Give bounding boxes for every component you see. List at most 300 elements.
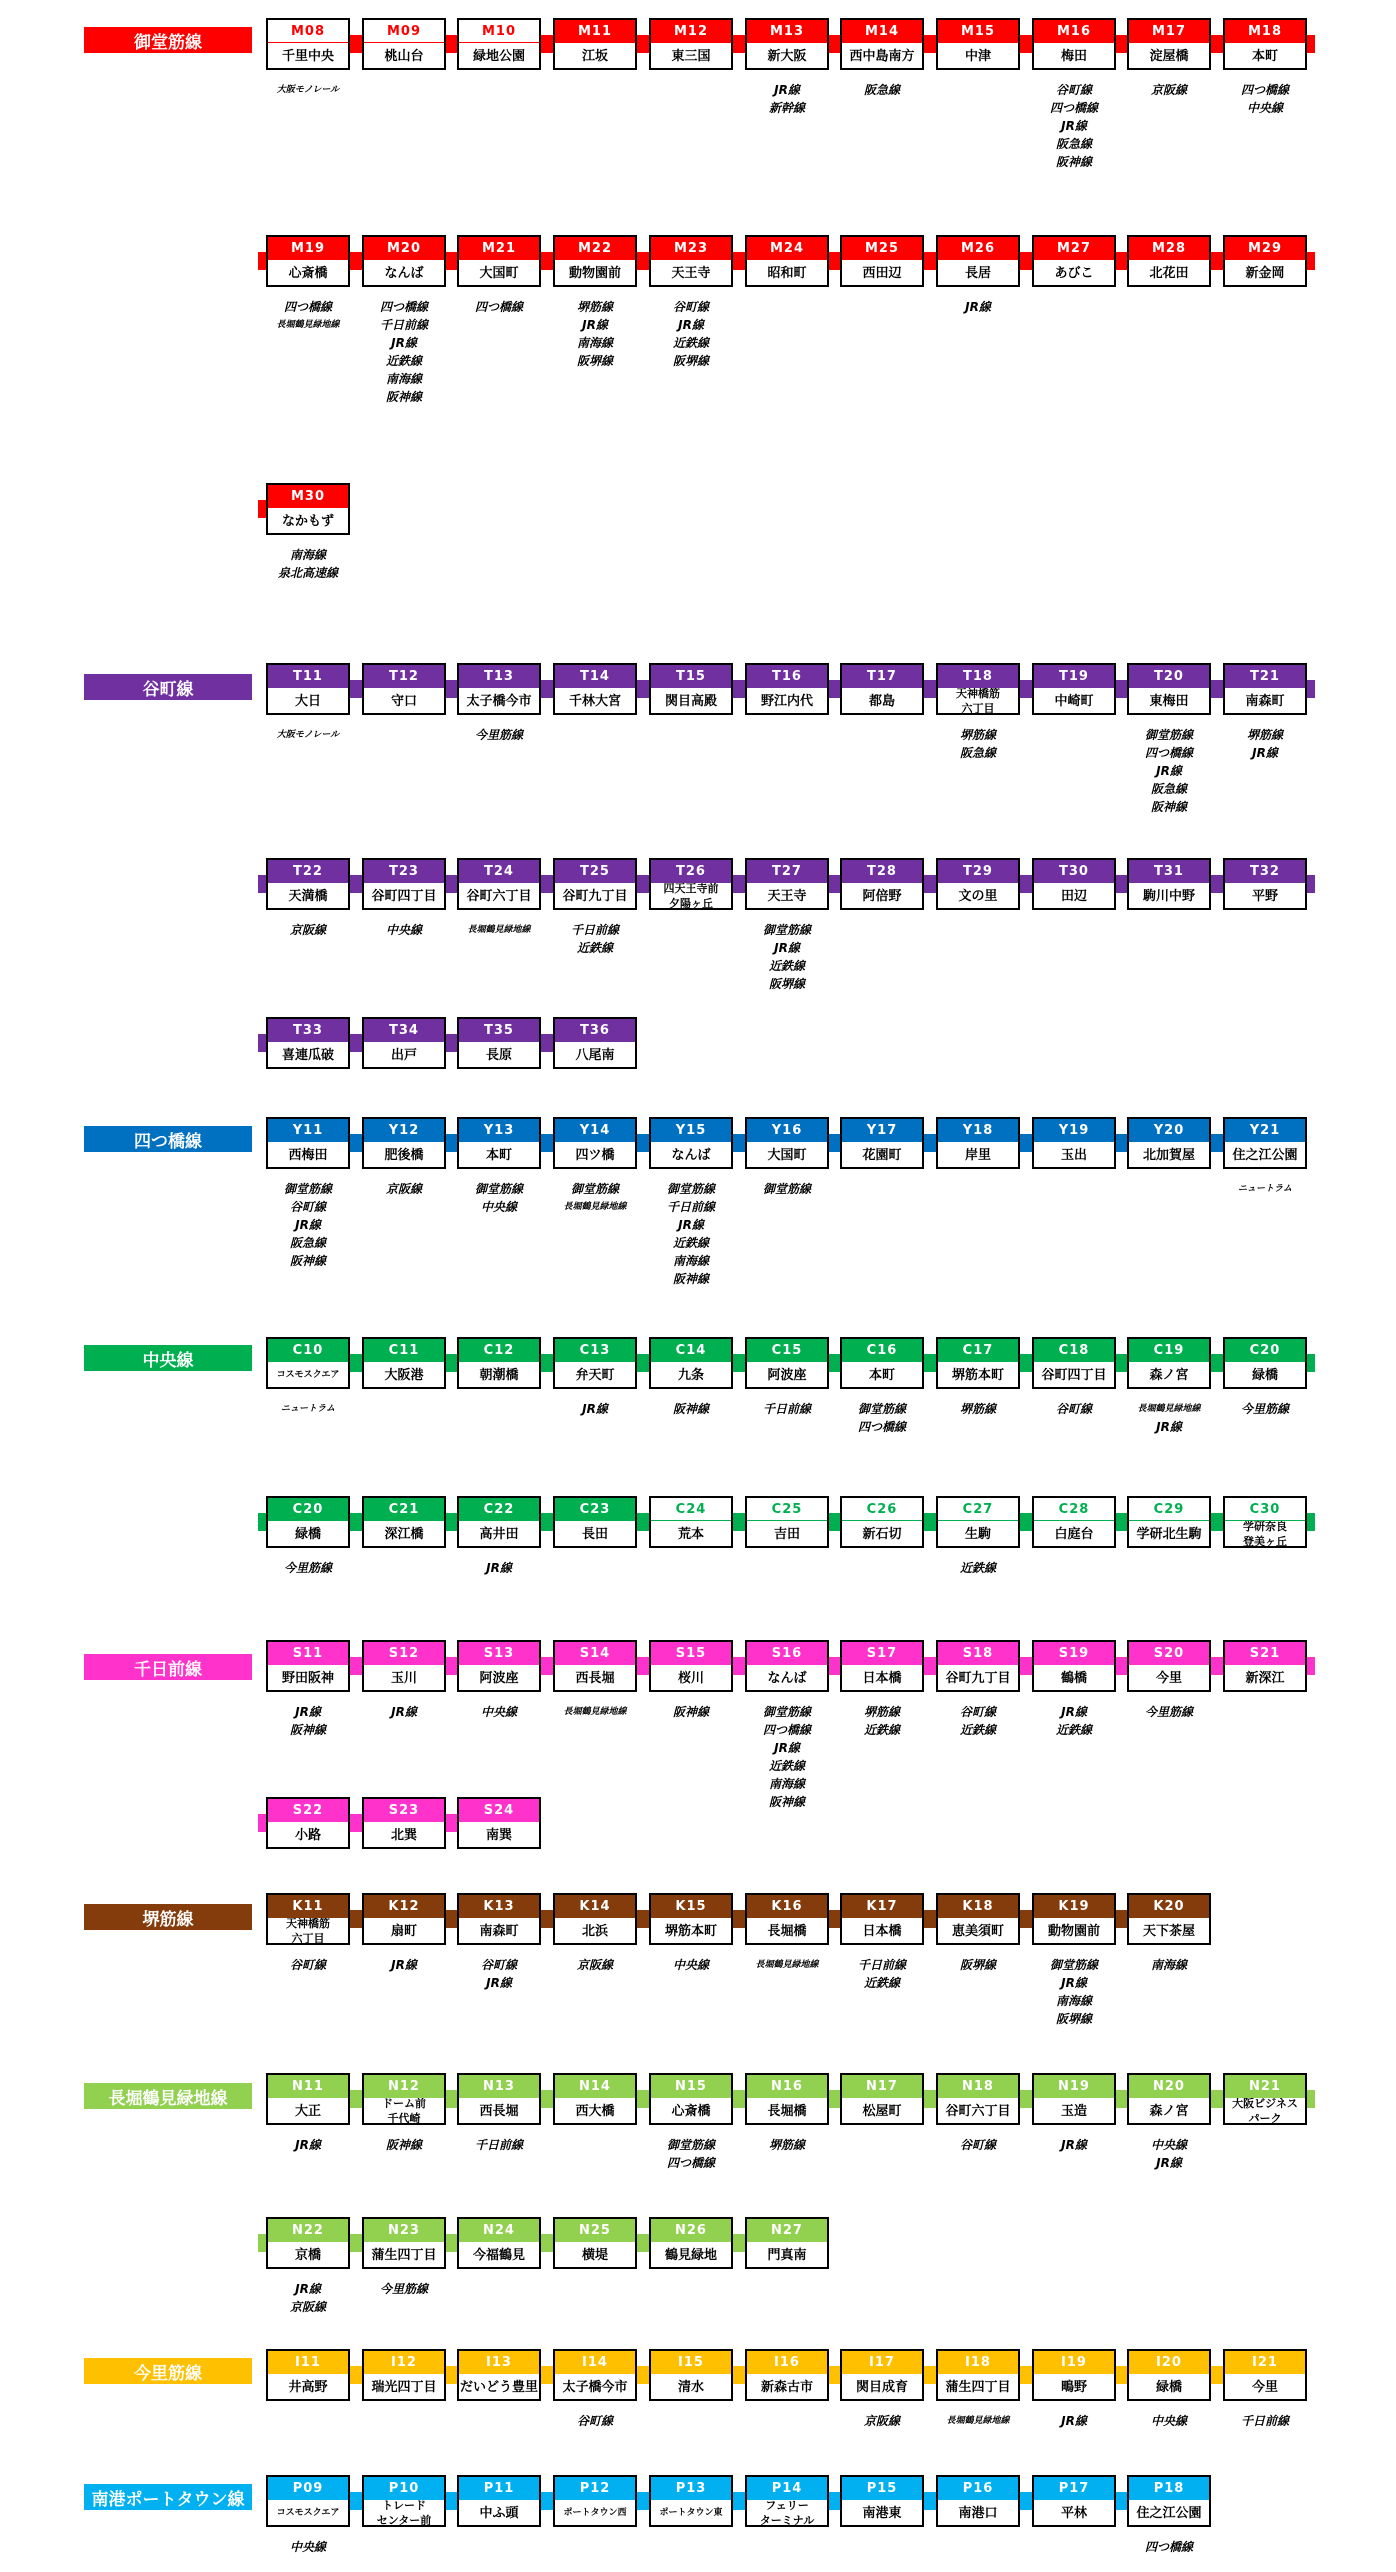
station-name: 中崎町: [1034, 687, 1114, 714]
station-name: 北加賀屋: [1129, 1141, 1209, 1168]
transfer-line-label: 御堂筋線: [857, 1402, 906, 1416]
station-name: 淀屋橋: [1129, 42, 1209, 69]
station-n20[interactable]: [1127, 2073, 1211, 2125]
station-code: N19: [1034, 2075, 1114, 2097]
station-p12[interactable]: [553, 2475, 637, 2527]
station-i14[interactable]: [553, 2349, 637, 2401]
transfer-line-label: 今里筋線: [1240, 1402, 1289, 1416]
station-n27[interactable]: [745, 2217, 829, 2269]
transfer-lines: [644, 2136, 738, 2172]
station-c19[interactable]: [1127, 1337, 1211, 1389]
station-t36[interactable]: [553, 1017, 637, 1069]
station-t28[interactable]: [840, 858, 924, 910]
station-t30[interactable]: [1032, 858, 1116, 910]
station-code: I14: [555, 2351, 635, 2373]
station-name: 東三国: [651, 42, 731, 69]
station-i20[interactable]: [1127, 2349, 1211, 2401]
station-name: 本町: [459, 1141, 539, 1168]
station-i13[interactable]: [457, 2349, 541, 2401]
station-p09[interactable]: [266, 2475, 350, 2527]
station-code: Y20: [1129, 1119, 1209, 1141]
station-name: 天神橋筋 六丁目: [938, 687, 1018, 714]
station-code: M23: [651, 237, 731, 259]
transfer-line-label: 京阪線: [576, 1958, 613, 1972]
station-i17[interactable]: [840, 2349, 924, 2401]
transfer-line-label: 四つ橋線: [283, 300, 332, 314]
transfer-lines: [357, 298, 451, 406]
station-t13[interactable]: [457, 663, 541, 715]
station-n11[interactable]: [266, 2073, 350, 2125]
station-code: I11: [268, 2351, 348, 2373]
station-code: S22: [268, 1799, 348, 1821]
station-name: 新石切: [842, 1520, 922, 1547]
station-name: 生駒: [938, 1520, 1018, 1547]
station-code: K20: [1129, 1895, 1209, 1917]
station-c20[interactable]: [266, 1496, 350, 1548]
station-code: M29: [1225, 237, 1305, 259]
station-name: 住之江公園: [1129, 2499, 1209, 2526]
station-y18[interactable]: [936, 1117, 1020, 1169]
transfer-line-label: JR線: [391, 336, 417, 350]
station-n19[interactable]: [1032, 2073, 1116, 2125]
transfer-line-label: 阪神線: [768, 1795, 805, 1809]
station-c12[interactable]: [457, 1337, 541, 1389]
station-n25[interactable]: [553, 2217, 637, 2269]
station-m19[interactable]: [266, 235, 350, 287]
station-code: Y17: [842, 1119, 922, 1141]
station-m11[interactable]: [553, 18, 637, 70]
station-name: 関目成育: [842, 2373, 922, 2400]
station-s19[interactable]: [1032, 1640, 1116, 1692]
station-code: Y19: [1034, 1119, 1114, 1141]
station-s22[interactable]: [266, 1797, 350, 1849]
station-n13[interactable]: [457, 2073, 541, 2125]
station-name: 堺筋本町: [938, 1361, 1018, 1388]
transfer-line-label: 谷町線: [672, 300, 709, 314]
station-c23[interactable]: [553, 1496, 637, 1548]
station-n15[interactable]: [649, 2073, 733, 2125]
station-i11[interactable]: [266, 2349, 350, 2401]
station-n23[interactable]: [362, 2217, 446, 2269]
transfer-lines: [548, 921, 642, 957]
station-code: T21: [1225, 665, 1305, 687]
station-code: P14: [747, 2477, 827, 2499]
transfer-line-label: 阪神線: [289, 1254, 326, 1268]
station-s21[interactable]: [1223, 1640, 1307, 1692]
station-name: 守口: [364, 687, 444, 714]
transfer-lines: [835, 81, 929, 99]
station-p16[interactable]: [936, 2475, 1020, 2527]
station-code: P18: [1129, 2477, 1209, 2499]
station-m17[interactable]: [1127, 18, 1211, 70]
station-t22[interactable]: [266, 858, 350, 910]
station-c15[interactable]: [745, 1337, 829, 1389]
transfer-line-label: 阪神線: [1150, 800, 1187, 814]
station-name: 江坂: [555, 42, 635, 69]
transfer-line-label: 谷町線: [289, 1200, 326, 1214]
transfer-lines: [452, 298, 546, 316]
station-p18[interactable]: [1127, 2475, 1211, 2527]
station-c30[interactable]: [1223, 1496, 1307, 1548]
station-t34[interactable]: [362, 1017, 446, 1069]
station-y11[interactable]: [266, 1117, 350, 1169]
station-t26[interactable]: [649, 858, 733, 910]
station-p13[interactable]: [649, 2475, 733, 2527]
station-m09[interactable]: [362, 18, 446, 70]
transfer-lines: [548, 1400, 642, 1418]
station-t15[interactable]: [649, 663, 733, 715]
station-code: K19: [1034, 1895, 1114, 1917]
station-c20[interactable]: [1223, 1337, 1307, 1389]
station-code: C25: [747, 1498, 827, 1520]
station-name: 天王寺: [747, 882, 827, 909]
line-label-chuo: 中央線: [84, 1345, 252, 1371]
station-m24[interactable]: [745, 235, 829, 287]
station-m12[interactable]: [649, 18, 733, 70]
station-m28[interactable]: [1127, 235, 1211, 287]
station-name: ポートタウン西: [555, 2499, 635, 2526]
station-i16[interactable]: [745, 2349, 829, 2401]
station-m21[interactable]: [457, 235, 541, 287]
transfer-lines: [1027, 81, 1121, 171]
station-name: 桃山台: [364, 42, 444, 69]
station-name: 日本橋: [842, 1917, 922, 1944]
transfer-lines: [740, 1180, 834, 1198]
station-c22[interactable]: [457, 1496, 541, 1548]
station-m16[interactable]: [1032, 18, 1116, 70]
station-name: あびこ: [1034, 259, 1114, 286]
station-name: 天満橋: [268, 882, 348, 909]
station-code: M15: [938, 20, 1018, 42]
station-name: 千林大宮: [555, 687, 635, 714]
station-c27[interactable]: [936, 1496, 1020, 1548]
transfer-line-label: JR線: [295, 2282, 321, 2296]
transfer-line-label: JR線: [678, 1218, 704, 1232]
station-name: 長原: [459, 1041, 539, 1068]
station-i15[interactable]: [649, 2349, 733, 2401]
station-code: M21: [459, 237, 539, 259]
transfer-lines: [1027, 2136, 1121, 2154]
station-y14[interactable]: [553, 1117, 637, 1169]
transfer-line-label: JR線: [774, 1741, 800, 1755]
station-c21[interactable]: [362, 1496, 446, 1548]
station-name: 谷町四丁目: [1034, 1361, 1114, 1388]
transfer-line-label: 堺筋線: [863, 1705, 900, 1719]
station-s18[interactable]: [936, 1640, 1020, 1692]
line-label-yotsubashi: 四つ橋線: [84, 1126, 252, 1152]
station-y21[interactable]: [1223, 1117, 1307, 1169]
station-c10[interactable]: [266, 1337, 350, 1389]
station-name: 大国町: [459, 259, 539, 286]
station-i12[interactable]: [362, 2349, 446, 2401]
station-t25[interactable]: [553, 858, 637, 910]
transfer-line-label: 阪堺線: [768, 977, 805, 991]
station-name: 高井田: [459, 1520, 539, 1547]
station-t19[interactable]: [1032, 663, 1116, 715]
transfer-lines: [357, 1703, 451, 1721]
station-t31[interactable]: [1127, 858, 1211, 910]
station-i19[interactable]: [1032, 2349, 1116, 2401]
station-y20[interactable]: [1127, 1117, 1211, 1169]
station-m26[interactable]: [936, 235, 1020, 287]
transfer-lines: [452, 726, 546, 744]
station-c17[interactable]: [936, 1337, 1020, 1389]
station-name: 天神橋筋 六丁目: [268, 1917, 348, 1944]
station-s11[interactable]: [266, 1640, 350, 1692]
station-k14[interactable]: [553, 1893, 637, 1945]
transfer-line-label: JR線: [1156, 2156, 1182, 2170]
station-name: 梅田: [1034, 42, 1114, 69]
transfer-line-label: JR線: [295, 2138, 321, 2152]
station-t16[interactable]: [745, 663, 829, 715]
station-name: 谷町九丁目: [555, 882, 635, 909]
transfer-line-label: JR線: [965, 300, 991, 314]
transfer-lines: [261, 1956, 355, 1974]
station-i21[interactable]: [1223, 2349, 1307, 2401]
transfer-lines: [1122, 1703, 1216, 1721]
station-k18[interactable]: [936, 1893, 1020, 1945]
transfer-line-label: 近鉄線: [768, 959, 805, 973]
station-k13[interactable]: [457, 1893, 541, 1945]
transfer-lines: [644, 298, 738, 370]
station-code: N12: [364, 2075, 444, 2097]
station-name: 南巽: [459, 1821, 539, 1848]
station-t29[interactable]: [936, 858, 1020, 910]
station-code: Y21: [1225, 1119, 1305, 1141]
station-name: 動物園前: [555, 259, 635, 286]
station-y15[interactable]: [649, 1117, 733, 1169]
transfer-lines: [740, 1400, 834, 1418]
station-n14[interactable]: [553, 2073, 637, 2125]
transfer-line-label: 千日前線: [666, 1200, 715, 1214]
transfer-line-label: JR線: [774, 83, 800, 97]
transfer-line-label: 長堀鶴見緑地線: [563, 1202, 627, 1212]
station-y19[interactable]: [1032, 1117, 1116, 1169]
station-m23[interactable]: [649, 235, 733, 287]
transfer-lines: [931, 1956, 1025, 1974]
station-code: S23: [364, 1799, 444, 1821]
station-y16[interactable]: [745, 1117, 829, 1169]
station-code: N25: [555, 2219, 635, 2241]
station-n12[interactable]: [362, 2073, 446, 2125]
station-s23[interactable]: [362, 1797, 446, 1849]
station-code: P17: [1034, 2477, 1114, 2499]
station-code: C11: [364, 1339, 444, 1361]
station-c13[interactable]: [553, 1337, 637, 1389]
station-n21[interactable]: [1223, 2073, 1307, 2125]
line-label-midosuji: 御堂筋線: [84, 27, 252, 53]
station-m22[interactable]: [553, 235, 637, 287]
station-t33[interactable]: [266, 1017, 350, 1069]
station-code: C12: [459, 1339, 539, 1361]
station-code: P10: [364, 2477, 444, 2499]
station-c14[interactable]: [649, 1337, 733, 1389]
station-m29[interactable]: [1223, 235, 1307, 287]
station-code: T12: [364, 665, 444, 687]
station-name: 長堀橋: [747, 2097, 827, 2124]
transfer-line-label: 堺筋線: [959, 728, 996, 742]
station-k17[interactable]: [840, 1893, 924, 1945]
station-t23[interactable]: [362, 858, 446, 910]
transfer-lines: [1122, 81, 1216, 99]
station-k12[interactable]: [362, 1893, 446, 1945]
station-m08[interactable]: [266, 18, 350, 70]
station-name: 本町: [842, 1361, 922, 1388]
station-name: トレード センター前: [364, 2499, 444, 2526]
station-s15[interactable]: [649, 1640, 733, 1692]
station-m30[interactable]: [266, 483, 350, 535]
transfer-line-label: 京阪線: [1150, 83, 1187, 97]
transfer-line-label: 阪神線: [289, 1723, 326, 1737]
station-code: N22: [268, 2219, 348, 2241]
station-p14[interactable]: [745, 2475, 829, 2527]
station-c28[interactable]: [1032, 1496, 1116, 1548]
station-code: N13: [459, 2075, 539, 2097]
station-m13[interactable]: [745, 18, 829, 70]
station-t27[interactable]: [745, 858, 829, 910]
station-c18[interactable]: [1032, 1337, 1116, 1389]
station-code: I18: [938, 2351, 1018, 2373]
transfer-lines: [1218, 1400, 1312, 1418]
station-n18[interactable]: [936, 2073, 1020, 2125]
station-y17[interactable]: [840, 1117, 924, 1169]
station-code: T30: [1034, 860, 1114, 882]
station-m14[interactable]: [840, 18, 924, 70]
station-name: 九条: [651, 1361, 731, 1388]
transfer-lines: [1027, 1703, 1121, 1739]
station-p11[interactable]: [457, 2475, 541, 2527]
station-p15[interactable]: [840, 2475, 924, 2527]
station-code: T16: [747, 665, 827, 687]
station-t24[interactable]: [457, 858, 541, 910]
station-code: N23: [364, 2219, 444, 2241]
line-label-nagahori: 長堀鶴見緑地線: [84, 2083, 252, 2109]
transfer-lines: [261, 2136, 355, 2154]
station-m10[interactable]: [457, 18, 541, 70]
transfer-lines: [1218, 81, 1312, 117]
station-s16[interactable]: [745, 1640, 829, 1692]
station-name: 八尾南: [555, 1041, 635, 1068]
station-s20[interactable]: [1127, 1640, 1211, 1692]
station-m20[interactable]: [362, 235, 446, 287]
station-k15[interactable]: [649, 1893, 733, 1945]
station-c24[interactable]: [649, 1496, 733, 1548]
station-code: N11: [268, 2075, 348, 2097]
transfer-line-label: 近鉄線: [576, 941, 613, 955]
station-n24[interactable]: [457, 2217, 541, 2269]
station-t12[interactable]: [362, 663, 446, 715]
transfer-lines: [1122, 2136, 1216, 2172]
station-p10[interactable]: [362, 2475, 446, 2527]
station-k19[interactable]: [1032, 1893, 1116, 1945]
transfer-lines: [931, 298, 1025, 316]
station-m18[interactable]: [1223, 18, 1307, 70]
station-s12[interactable]: [362, 1640, 446, 1692]
transfer-line-label: 千日前線: [379, 318, 428, 332]
station-code: C23: [555, 1498, 635, 1520]
transfer-line-label: 長堀鶴見緑地線: [563, 1707, 627, 1717]
station-m15[interactable]: [936, 18, 1020, 70]
station-code: Y15: [651, 1119, 731, 1141]
station-t21[interactable]: [1223, 663, 1307, 715]
station-code: C17: [938, 1339, 1018, 1361]
station-c11[interactable]: [362, 1337, 446, 1389]
station-name: 喜連瓜破: [268, 1041, 348, 1068]
station-s24[interactable]: [457, 1797, 541, 1849]
station-m25[interactable]: [840, 235, 924, 287]
station-i18[interactable]: [936, 2349, 1020, 2401]
station-k20[interactable]: [1127, 1893, 1211, 1945]
station-name: 長堀橋: [747, 1917, 827, 1944]
station-t11[interactable]: [266, 663, 350, 715]
station-n22[interactable]: [266, 2217, 350, 2269]
station-name: 瑞光四丁目: [364, 2373, 444, 2400]
station-name: 南森町: [1225, 687, 1305, 714]
station-s17[interactable]: [840, 1640, 924, 1692]
station-code: S11: [268, 1642, 348, 1664]
station-n17[interactable]: [840, 2073, 924, 2125]
station-code: S12: [364, 1642, 444, 1664]
station-c29[interactable]: [1127, 1496, 1211, 1548]
station-code: M22: [555, 237, 635, 259]
transfer-line-label: JR線: [582, 318, 608, 332]
station-name: 緑橋: [268, 1520, 348, 1547]
station-code: T32: [1225, 860, 1305, 882]
station-t18[interactable]: [936, 663, 1020, 715]
transfer-lines: [1122, 726, 1216, 816]
station-t14[interactable]: [553, 663, 637, 715]
station-name: 学研北生駒: [1129, 1520, 1209, 1547]
transfer-line-label: 南海線: [1150, 1958, 1187, 1972]
station-n16[interactable]: [745, 2073, 829, 2125]
station-y12[interactable]: [362, 1117, 446, 1169]
station-name: 今里: [1225, 2373, 1305, 2400]
station-c16[interactable]: [840, 1337, 924, 1389]
station-name: 北浜: [555, 1917, 635, 1944]
station-y13[interactable]: [457, 1117, 541, 1169]
station-name: 中ふ頭: [459, 2499, 539, 2526]
station-t32[interactable]: [1223, 858, 1307, 910]
station-s14[interactable]: [553, 1640, 637, 1692]
station-k11[interactable]: [266, 1893, 350, 1945]
transfer-line-label: 御堂筋線: [474, 1182, 523, 1196]
station-name: だいどう豊里: [459, 2373, 539, 2400]
transfer-line-label: JR線: [391, 1705, 417, 1719]
station-c25[interactable]: [745, 1496, 829, 1548]
station-code: T34: [364, 1019, 444, 1041]
station-m27[interactable]: [1032, 235, 1116, 287]
station-n26[interactable]: [649, 2217, 733, 2269]
station-t17[interactable]: [840, 663, 924, 715]
transfer-line-label: 南海線: [385, 372, 422, 386]
station-code: M26: [938, 237, 1018, 259]
station-name: 蒲生四丁目: [364, 2241, 444, 2268]
station-t35[interactable]: [457, 1017, 541, 1069]
station-c26[interactable]: [840, 1496, 924, 1548]
station-name: 森ノ宮: [1129, 1361, 1209, 1388]
transfer-line-label: 谷町線: [1055, 83, 1092, 97]
transfer-line-label: 堺筋線: [959, 1402, 996, 1416]
station-name: 松屋町: [842, 2097, 922, 2124]
transfer-line-label: JR線: [391, 1958, 417, 1972]
station-k16[interactable]: [745, 1893, 829, 1945]
station-t20[interactable]: [1127, 663, 1211, 715]
station-name: 阿波座: [747, 1361, 827, 1388]
station-code: P09: [268, 2477, 348, 2499]
transfer-lines: [1122, 2538, 1216, 2556]
station-p17[interactable]: [1032, 2475, 1116, 2527]
station-s13[interactable]: [457, 1640, 541, 1692]
